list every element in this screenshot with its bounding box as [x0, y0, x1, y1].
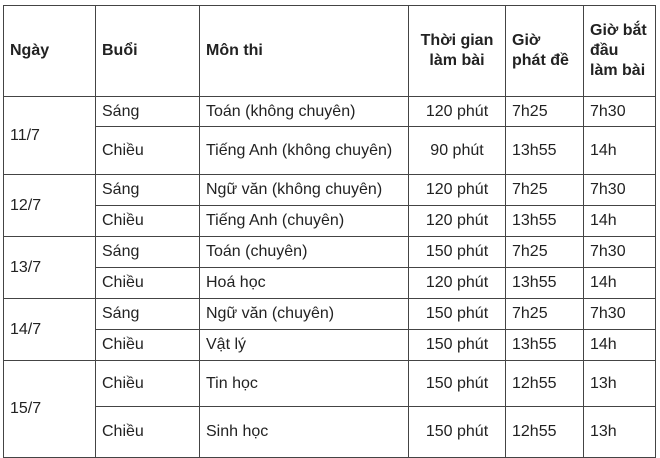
table-row	[4, 127, 656, 175]
header-session: Buổi	[96, 6, 200, 97]
subject-cell: Vật lý	[200, 330, 409, 361]
session-cell: Chiều	[96, 361, 200, 407]
session-cell: Chiều	[96, 330, 200, 361]
session-cell: Chiều	[96, 268, 200, 299]
header-subject: Môn thi	[200, 6, 409, 97]
duration-cell: 150 phút	[409, 299, 506, 330]
start-time-cell: 13h	[584, 407, 656, 458]
start-time-cell: 7h30	[584, 237, 656, 268]
issue-time-cell: 13h55	[506, 127, 584, 175]
session-cell: Chiều	[96, 127, 200, 175]
start-time-cell: 13h	[584, 361, 656, 407]
date-cell: 12/7	[4, 175, 96, 237]
table-row	[4, 407, 656, 458]
duration-cell: 90 phút	[409, 127, 506, 175]
date-cell: 13/7	[4, 237, 96, 299]
subject-cell: Sinh học	[200, 407, 409, 458]
exam-schedule-table	[3, 5, 656, 458]
duration-cell: 150 phút	[409, 237, 506, 268]
duration-cell: 150 phút	[409, 330, 506, 361]
session-cell: Chiều	[96, 407, 200, 458]
duration-cell: 150 phút	[409, 361, 506, 407]
session-cell: Sáng	[96, 237, 200, 268]
start-time-cell: 14h	[584, 268, 656, 299]
duration-cell: 120 phút	[409, 97, 506, 127]
issue-time-cell: 7h25	[506, 97, 584, 127]
issue-time-cell: 7h25	[506, 175, 584, 206]
header-issue-time: Giờ phát đề	[506, 6, 584, 97]
subject-cell: Tin học	[200, 361, 409, 407]
issue-time-cell: 12h55	[506, 407, 584, 458]
header-start-time: Giờ bắt đầu làm bài	[584, 6, 656, 97]
subject-cell: Ngữ văn (không chuyên)	[200, 175, 409, 206]
duration-cell: 120 phút	[409, 268, 506, 299]
duration-cell: 120 phút	[409, 206, 506, 237]
subject-cell: Tiếng Anh (chuyên)	[200, 206, 409, 237]
session-cell: Chiều	[96, 206, 200, 237]
table-row	[4, 361, 656, 407]
header-day: Ngày	[4, 6, 96, 97]
issue-time-cell: 7h25	[506, 299, 584, 330]
date-cell: 11/7	[4, 97, 96, 175]
date-cell: 14/7	[4, 299, 96, 361]
issue-time-cell: 13h55	[506, 268, 584, 299]
header-duration: Thời gian làm bài	[409, 6, 506, 97]
start-time-cell: 14h	[584, 330, 656, 361]
start-time-cell: 7h30	[584, 97, 656, 127]
issue-time-cell: 12h55	[506, 361, 584, 407]
duration-cell: 150 phút	[409, 407, 506, 458]
table-row	[4, 206, 656, 237]
subject-cell: Toán (không chuyên)	[200, 97, 409, 127]
issue-time-cell: 7h25	[506, 237, 584, 268]
session-cell: Sáng	[96, 299, 200, 330]
subject-cell: Ngữ văn (chuyên)	[200, 299, 409, 330]
subject-cell: Toán (chuyên)	[200, 237, 409, 268]
table-row	[4, 237, 656, 268]
table-row	[4, 97, 656, 127]
header-row	[4, 6, 656, 97]
session-cell: Sáng	[96, 97, 200, 127]
start-time-cell: 7h30	[584, 299, 656, 330]
session-cell: Sáng	[96, 175, 200, 206]
issue-time-cell: 13h55	[506, 330, 584, 361]
start-time-cell: 7h30	[584, 175, 656, 206]
subject-cell: Tiếng Anh (không chuyên)	[200, 127, 409, 175]
start-time-cell: 14h	[584, 127, 656, 175]
table-row	[4, 175, 656, 206]
table-row	[4, 330, 656, 361]
table-row	[4, 299, 656, 330]
issue-time-cell: 13h55	[506, 206, 584, 237]
date-cell: 15/7	[4, 361, 96, 458]
duration-cell: 120 phút	[409, 175, 506, 206]
start-time-cell: 14h	[584, 206, 656, 237]
table-row	[4, 268, 656, 299]
subject-cell: Hoá học	[200, 268, 409, 299]
